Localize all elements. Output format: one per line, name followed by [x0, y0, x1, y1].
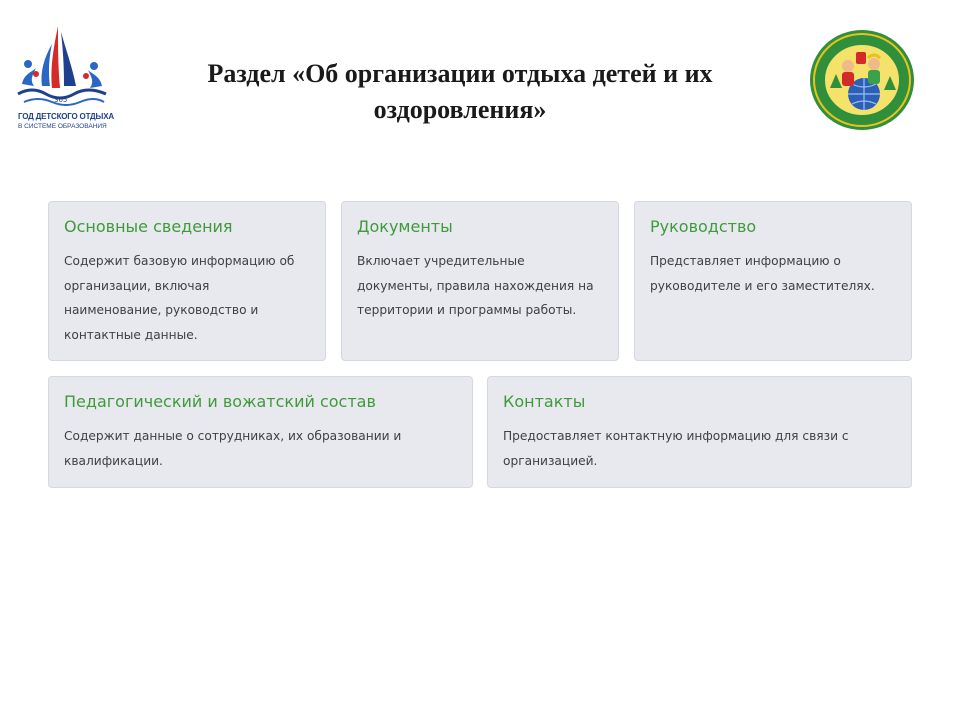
card-title: Контакты — [503, 392, 586, 411]
card-contacts[interactable] — [487, 376, 912, 488]
card-title: Документы — [357, 217, 453, 236]
card-title: Руководство — [650, 217, 757, 236]
card-documents[interactable] — [341, 201, 619, 361]
card-description: Включает учредительные документы, правила нахождения на территории и программы работы. — [357, 254, 594, 317]
page-title: Раздел «Об организации отдыха детей и их оздоровления» — [207, 59, 713, 124]
card-staff[interactable] — [48, 376, 473, 488]
camp-emblem — [808, 28, 916, 132]
year-of-children-rest-logo — [14, 22, 114, 138]
logo-caption-line1: ГОД ДЕТСКОГО ОТДЫХА — [18, 112, 114, 121]
card-management[interactable] — [634, 201, 912, 361]
card-title: Педагогический и вожатский состав — [64, 392, 376, 411]
card-title: Основные сведения — [64, 217, 233, 236]
logo-caption-line2: В СИСТЕМЕ ОБРАЗОВАНИЯ — [18, 123, 107, 130]
logo-year-text: 365 — [54, 96, 68, 104]
card-basic-info[interactable] — [48, 201, 326, 361]
card-description: Содержит данные о сотрудниках, их образовании и квалификации. — [64, 429, 402, 468]
card-description: Представляет информацию о руководителе и его заместителях. — [650, 254, 875, 293]
round-emblem-icon — [808, 28, 916, 132]
card-description: Предоставляет контактную информацию для связи с организацией. — [503, 429, 849, 468]
card-description: Содержит базовую информацию об организации, включая наименование, руководство и контактные данные. — [64, 254, 295, 342]
